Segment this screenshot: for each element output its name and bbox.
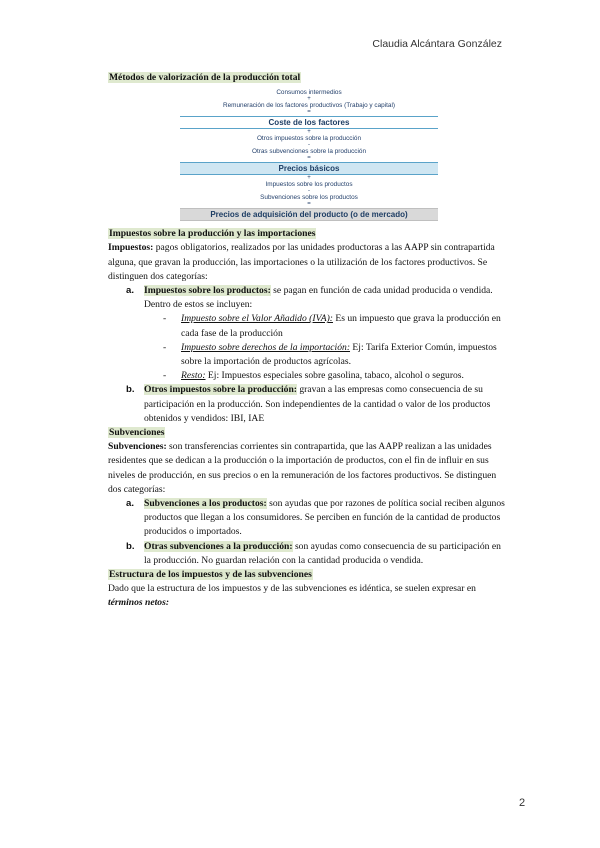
diagram-row-remuneracion: Remuneración de los factores productivos (Trabajo y capital) [222, 102, 396, 110]
list-subvenciones [108, 497, 508, 568]
list-item: a. Impuestos sobre los productos: se pagan en función de cada unidad producida o vendida. Dentro de estos se incluyen: - Impuesto sobre el Valor Añadido (IVA): Es un impuesto que grava la producción en cada fase de la producción - Impuesto sobre derechos de la importación: Ej: Tarifa Exterior Común, impuestos sobre la importación de productos agrícolas. - Resto: Ej: Impuestos especiales sobre gasolina, tabaco, alcohol o seguros. [108, 284, 508, 383]
diagram-bar-coste-factores: Coste de los factores [180, 116, 438, 129]
list-item: b. Otras subvenciones a la producción: son ayudas como consecuencia de su participación en la producción. No guardan relación con la cantidad producida o vendida. [126, 540, 501, 566]
section-title-subvenciones: Subvenciones [109, 427, 165, 439]
section-title-impuestos: Impuestos sobre la producción y las importaciones [109, 228, 316, 240]
valuation-diagram [180, 89, 438, 221]
sublist-impuestos-productos [108, 312, 508, 383]
list-impuestos [108, 284, 508, 426]
document-body [108, 71, 508, 611]
section-title-estructura: Estructura de los impuestos y de las subvenciones [109, 569, 312, 581]
section-title-valorizacion: Métodos de valorización de la producción total [109, 72, 301, 83]
sublist-item: - Resto: Ej: Impuestos especiales sobre gasolina, tabaco, alcohol o seguros. [163, 370, 464, 382]
diagram-plus: + [307, 129, 311, 136]
diagram-row-consumos: Consumos intermedios [276, 89, 342, 97]
diagram-row-subvenciones-productos: Subvenciones sobre los productos [260, 194, 358, 202]
paragraph-estructura: Dado que la estructura de los impuestos y de las subvenciones es idéntica, se suelen expresar en términos netos: [108, 583, 476, 609]
sublist-item: - Impuesto sobre derechos de la importación: Ej: Tarifa Exterior Común, impuestos sobre la importación de productos agrícolas. [163, 341, 497, 368]
list-item: a. Subvenciones a los productos: son ayudas que por razones de política social reciben algunos productos que llegan a los consumidores. Se perciben en función de la cantidad de productos producidos o importados. [126, 498, 505, 538]
diagram-equals: = [307, 109, 311, 116]
sublist-item: - Impuesto sobre el Valor Añadido (IVA): Es un impuesto que grava la producción en cada fase de la producción [163, 313, 501, 339]
diagram-equals: = [307, 201, 311, 208]
diagram-row-impuestos-productos: Impuestos sobre los productos [265, 181, 353, 189]
diagram-equals: = [307, 155, 311, 162]
diagram-bar-precios-basicos: Precios básicos [180, 162, 438, 175]
diagram-minus: - [308, 188, 310, 195]
diagram-plus: + [307, 175, 311, 182]
diagram-row-otros-impuestos: Otros impuestos sobre la producción [256, 135, 362, 143]
list-item: b. Otros impuestos sobre la producción: gravan a las empresas como consecuencia de su participación en la producción. Son independientes de la cantidad o valor de los productos obtenidos y vendidos: IBI, IAE [126, 384, 491, 424]
paragraph-subvenciones: Subvenciones: son transferencias corrientes sin contrapartida, que las AAPP realizan a las unidades residentes que se dedican a la producción o la importación de productos, con el fin de influir en sus niveles de producción, en sus precios o en la remuneración de los factores productivos. Se distinguen dos categorías: [108, 441, 497, 495]
diagram-plus: + [307, 96, 311, 103]
page-number: 2 [519, 797, 526, 809]
author-name: Claudia Alcántara González [372, 38, 502, 50]
diagram-bar-precios-adquisicion: Precios de adquisición del producto (o de mercado) [180, 208, 438, 221]
diagram-minus: - [308, 142, 310, 149]
diagram-row-otras-subvenciones: Otras subvenciones sobre la producción [251, 148, 367, 156]
paragraph-impuestos: Impuestos: pagos obligatorios, realizados por las unidades productoras a las AAPP sin contrapartida alguna, que gravan la producción, las importaciones o la utilización de los factores productivos. Se distinguen dos categorías: [108, 242, 495, 282]
